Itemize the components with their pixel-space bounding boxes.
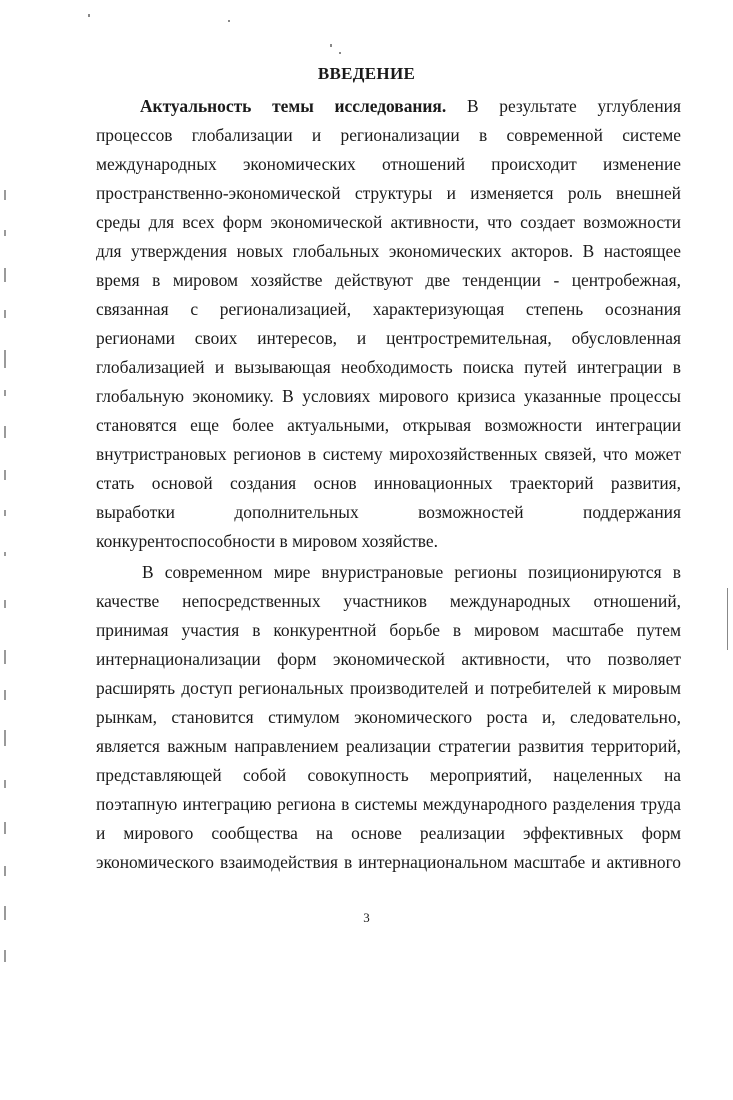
topic-relevance-lead: Актуальность темы исследования.: [140, 96, 447, 116]
paragraph-line: процессов глобализации и регионализации в современной системе: [96, 125, 681, 145]
paragraph-line: международных экономических отношений происходит изменение: [96, 154, 681, 174]
scan-mark: [88, 14, 90, 17]
paragraph-line: для утверждения новых глобальных экономических акторов. В настоящее: [96, 241, 681, 261]
paragraph-line: и мирового сообщества на основе реализации эффективных форм: [96, 823, 681, 843]
scan-edge-noise: [4, 190, 12, 990]
paragraph-line: расширять доступ региональных производителей и потребителей к мировым: [96, 678, 681, 698]
paragraph-line: [140, 94, 681, 118]
paragraph-line: глобальную экономику. В условиях мирового кризиса указанные процессы: [96, 386, 681, 406]
paragraph-line: интернационализации форм экономической активности, что позволяет: [96, 649, 681, 669]
paragraph-line: конкурентоспособности в мировом хозяйстве.: [96, 531, 438, 551]
paragraph-line: выработки дополнительных возможностей поддержания: [96, 502, 681, 522]
paragraph-line: стать основой создания основ инновационных траекторий развития,: [96, 473, 681, 493]
paragraph-line: принимая участия в конкурентной борьбе в мировом масштабе путем: [96, 620, 681, 640]
paragraph-line: пространственно-экономической структуры и изменяется роль внешней: [96, 183, 681, 203]
paragraph-line: глобализацией и вызывающая необходимость поиска путей интеграции в: [96, 357, 681, 377]
paragraph-line: становятся еще более актуальными, открывая возможности интеграции: [96, 415, 681, 435]
section-heading: ВВЕДЕНИЕ: [317, 64, 416, 83]
line-text: В результате углубления: [446, 96, 681, 116]
paragraph-line: является важным направлением реализации стратегии развития территорий,: [96, 736, 681, 756]
scan-mark: [339, 52, 341, 54]
paragraph-line: В современном мире внуристрановые регионы позиционируются в: [142, 562, 681, 582]
paragraph-line: экономического взаимодействия в интернациональном масштабе и активного: [96, 852, 681, 872]
paragraph-line: регионами своих интересов, и центростремительная, обусловленная: [96, 328, 681, 348]
paragraph-line: поэтапную интеграцию региона в системы международного разделения труда: [96, 794, 681, 814]
paragraph-line: рынкам, становится стимулом экономического роста и, следовательно,: [96, 707, 681, 727]
paragraph-line: время в мировом хозяйстве действуют две тенденции - центробежная,: [96, 270, 681, 290]
scan-mark: [330, 44, 332, 47]
paragraph-line: внутристрановых регионов в систему мирохозяйственных связей, что может: [96, 444, 681, 464]
page-number: 3: [363, 910, 370, 925]
scan-mark: [228, 20, 230, 22]
paragraph-line: представляющей собой совокупность мероприятий, нацеленных на: [96, 765, 681, 785]
scan-mark: [727, 588, 728, 650]
paragraph-line: связанная с регионализацией, характеризующая степень осознания: [96, 299, 681, 319]
paragraph-line: качестве непосредственных участников международных отношений,: [96, 591, 681, 611]
paragraph-line: среды для всех форм экономической активности, что создает возможности: [96, 212, 681, 232]
